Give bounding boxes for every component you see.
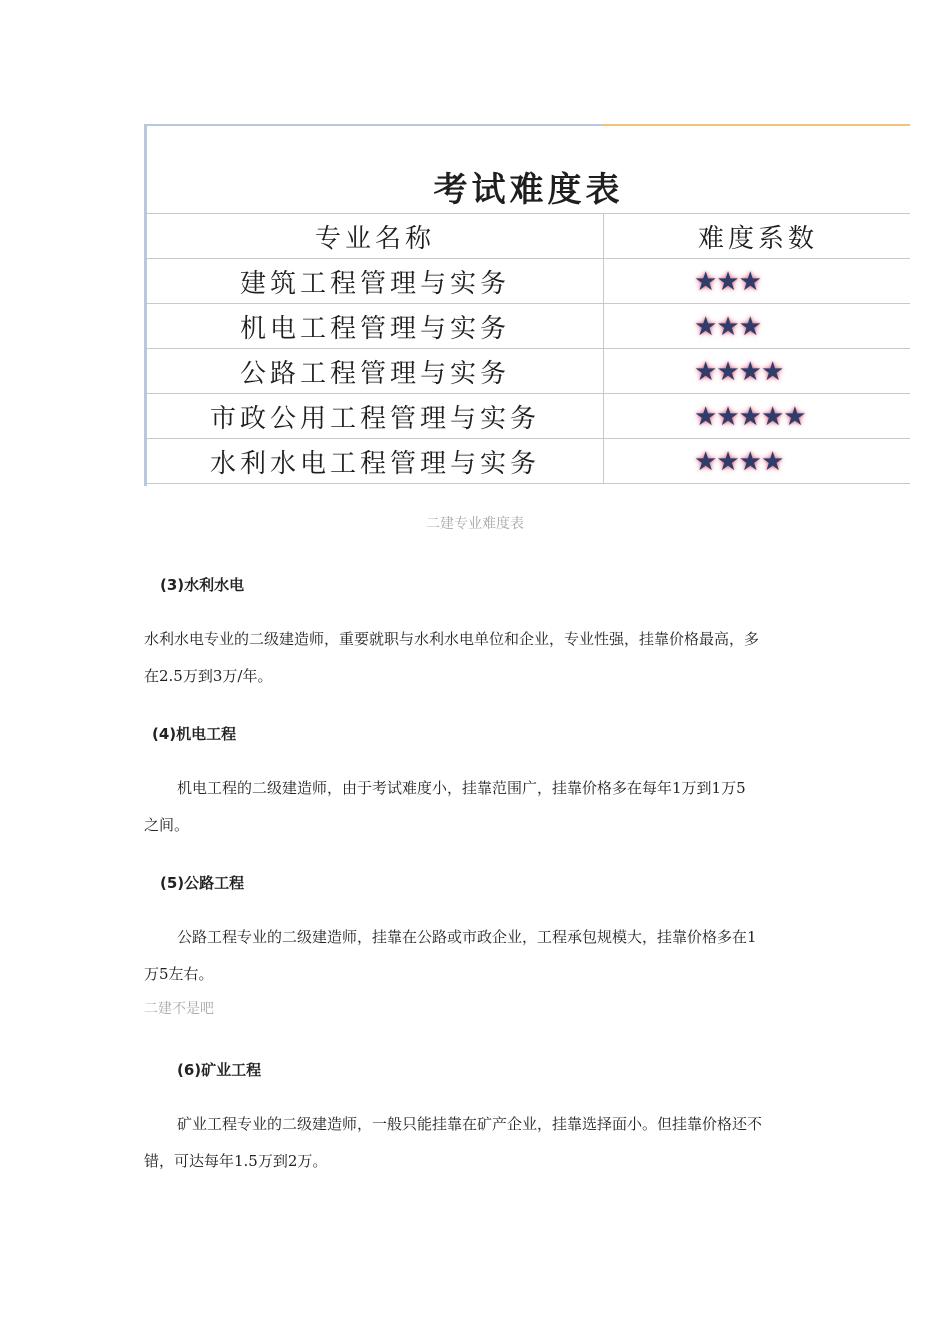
section-heading: (3)水利水电 [160,576,245,594]
star-rating [694,267,761,297]
table-row [147,349,910,394]
star-rating [694,447,783,477]
star-icon: ★ [760,446,785,477]
table-row [147,439,910,484]
row-major-name: 市政公用工程管理与实务 [147,394,604,439]
star-icon: ★ [760,356,785,387]
section-heading: (4)机电工程 [152,725,237,743]
star-icon: ★ [760,401,785,432]
paragraph-line: 矿业工程专业的二级建造师，一般只能挂靠在矿产企业，挂靠选择面小。但挂靠价格还不 [177,1115,763,1133]
star-icon: ★ [716,266,740,297]
star-rating [694,357,783,387]
difficulty-table-image [144,124,910,486]
star-icon: ★ [738,401,762,432]
star-icon: ★ [694,311,718,342]
paragraph-line: 机电工程的二级建造师，由于考试难度小，挂靠范围广，挂靠价格多在每年1万到1万5 [177,779,746,797]
header-major-name: 专业名称 [147,214,604,259]
section-paragraph [144,919,810,993]
star-icon: ★ [738,446,762,477]
star-icon: ★ [694,266,718,297]
table-top-border [147,124,602,126]
row-major-name: 机电工程管理与实务 [147,304,604,349]
image-caption: 二建专业难度表 [426,516,524,532]
gray-note: 二建不是吧 [144,1001,214,1017]
table-row [147,394,910,439]
header-difficulty: 难度系数 [604,214,911,259]
paragraph-line: 公路工程专业的二级建造师，挂靠在公路或市政企业，工程承包规模大，挂靠价格多在1 [177,928,757,946]
table-row [147,259,910,304]
star-icon: ★ [716,356,740,387]
star-icon: ★ [738,266,762,297]
paragraph-line: 错，可达每年1.5万到2万。 [144,1152,328,1170]
difficulty-table [147,213,910,484]
paragraph-line: 在2.5万到3万/年。 [144,667,273,685]
star-icon: ★ [694,401,718,432]
section-heading: (6)矿业工程 [177,1061,262,1079]
star-icon: ★ [738,356,762,387]
paragraph-line: 之间。 [144,816,190,834]
row-major-name: 公路工程管理与实务 [147,349,604,394]
section-paragraph [144,621,810,695]
star-icon: ★ [694,446,718,477]
paragraph-line: 水利水电专业的二级建造师，重要就职与水利水电单位和企业，专业性强，挂靠价格最高，多 [144,630,760,648]
star-rating [694,402,806,432]
star-icon: ★ [716,401,740,432]
section-paragraph [144,1106,810,1180]
star-rating [694,312,761,342]
row-major-name: 建筑工程管理与实务 [147,259,604,304]
star-icon: ★ [694,356,718,387]
row-major-name: 水利水电工程管理与实务 [147,439,604,484]
star-icon: ★ [716,311,740,342]
section-paragraph [144,770,810,844]
star-icon: ★ [738,311,762,342]
table-top-border-accent [602,124,910,126]
star-icon: ★ [783,401,807,432]
table-header-row [147,214,910,259]
section-heading: (5)公路工程 [160,874,245,892]
table-row [147,304,910,349]
star-icon: ★ [716,446,740,477]
table-title: 考试难度表 [433,170,624,210]
paragraph-line: 万5左右。 [144,965,214,983]
